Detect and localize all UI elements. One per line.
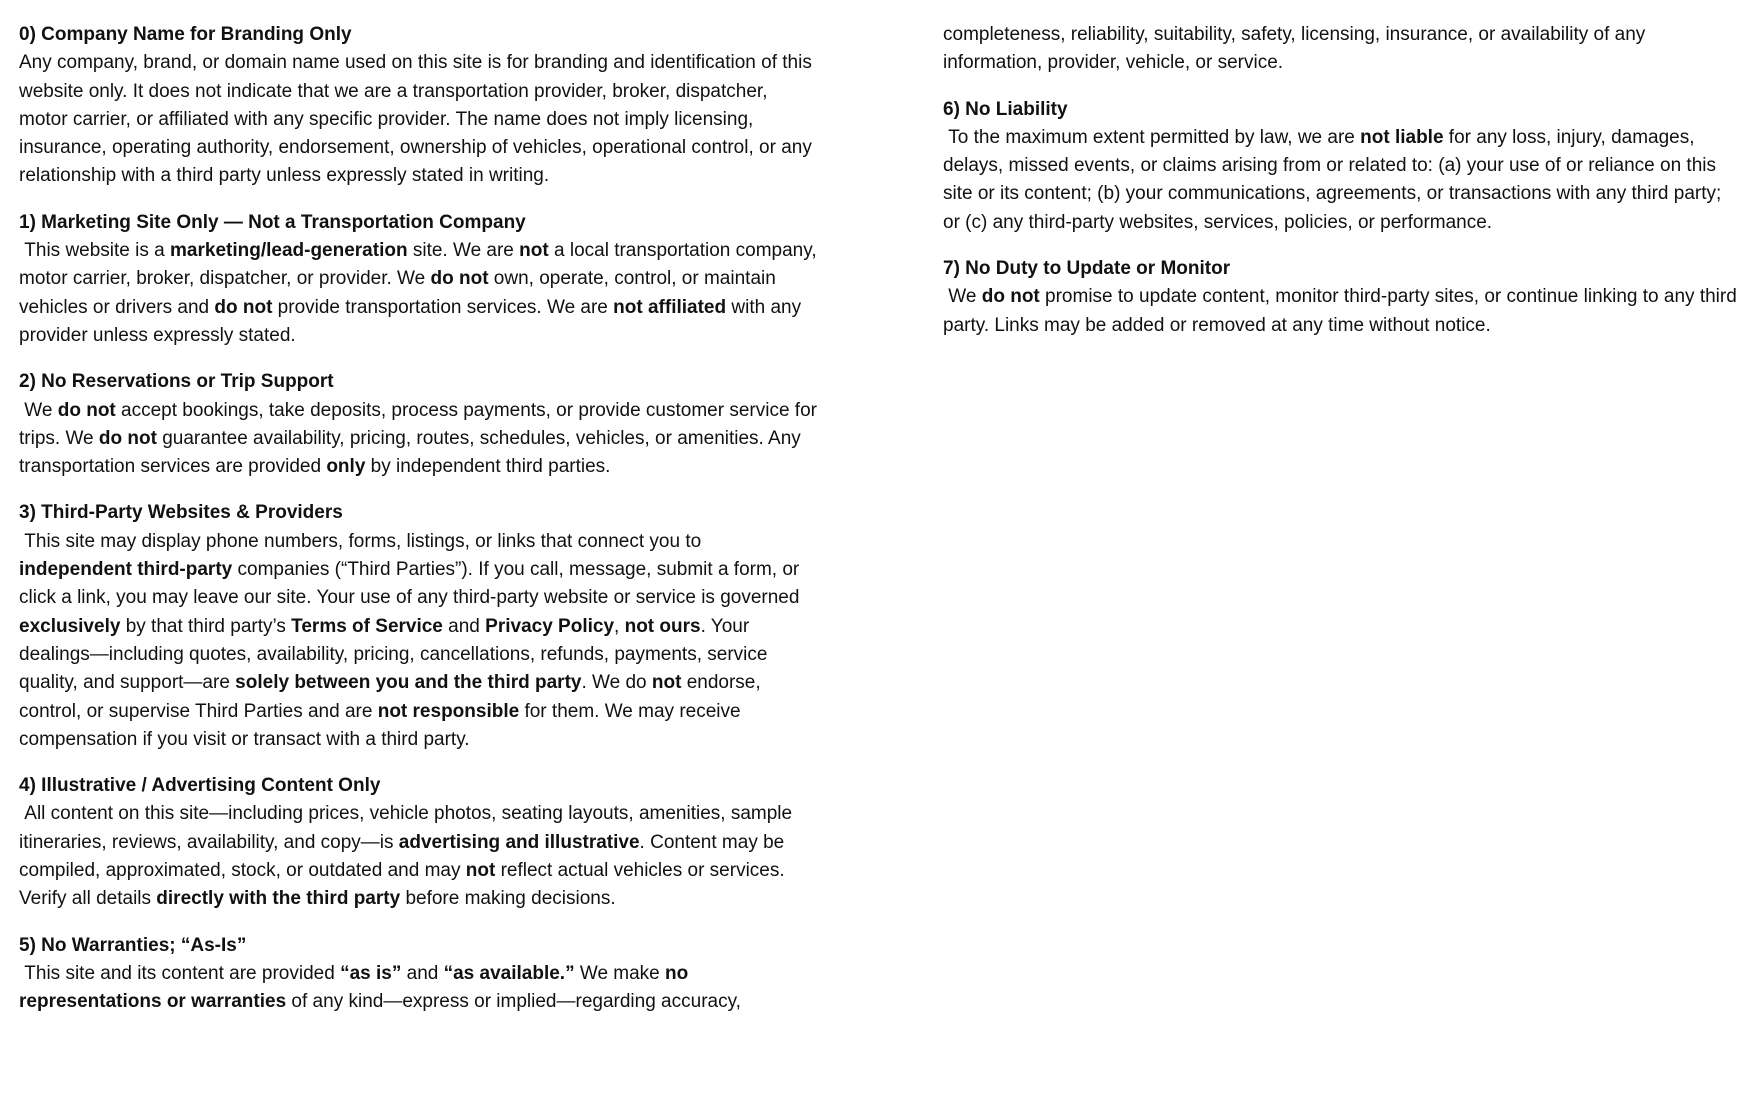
bold-text-run: do not bbox=[981, 286, 1040, 308]
section-body bbox=[19, 528, 819, 754]
bold-text-run: independent third-party bbox=[19, 559, 233, 581]
text-run: . Content may be compiled, approximated, stock, or outdated and may bbox=[19, 831, 790, 882]
text-run: accept bookings, take deposits, process payments, or provide customer service for trips. We bbox=[19, 399, 823, 449]
disclaimer-section bbox=[943, 21, 1743, 78]
text-run: by that third party’s bbox=[120, 615, 292, 637]
disclaimer-section bbox=[943, 255, 1743, 340]
left-column bbox=[19, 21, 823, 1035]
bold-text-run: not affiliated bbox=[613, 296, 727, 318]
section-heading: 0) Company Name for Branding Only bbox=[19, 24, 352, 45]
text-run: We make bbox=[574, 962, 666, 984]
right-column bbox=[943, 21, 1743, 1035]
text-run: own, operate, control, or maintain vehicles or drivers and bbox=[19, 268, 782, 318]
section-heading: 7) No Duty to Update or Monitor bbox=[943, 258, 1231, 280]
section-body bbox=[943, 283, 1743, 340]
text-run: a local transportation company, motor carrier, broker, dispatcher, or provider. We bbox=[19, 240, 822, 290]
section-body bbox=[943, 124, 1743, 237]
section-heading: 2) No Reservations or Trip Support bbox=[19, 371, 334, 393]
text-run: completeness, reliability, suitability, safety, licensing, insurance, or availability of any information, provider, vehicle, or service. bbox=[943, 24, 1651, 74]
disclaimer-section bbox=[19, 21, 819, 191]
section-body bbox=[19, 49, 819, 190]
section-heading: 3) Third-Party Websites & Providers bbox=[19, 502, 343, 524]
bold-text-run: “as is” bbox=[340, 962, 402, 984]
text-run: promise to update content, monitor third-party sites, or continue linking to any third party. Links may be added or removed at any time without notice. bbox=[943, 286, 1743, 336]
bold-text-run: “as available.” bbox=[443, 962, 575, 984]
bold-text-run: do not bbox=[430, 268, 489, 290]
section-body bbox=[19, 800, 819, 913]
bold-text-run: do not bbox=[57, 399, 116, 421]
bold-text-run: Terms of Service bbox=[291, 615, 443, 637]
text-run: before making decisions. bbox=[400, 888, 616, 910]
bold-text-run: not bbox=[519, 240, 549, 262]
text-run: endorse, control, or supervise Third Parties and are bbox=[19, 672, 766, 722]
text-run: for them. We may receive compensation if you visit or transact with a third party. bbox=[19, 700, 746, 750]
bold-text-run: do not bbox=[98, 427, 157, 449]
text-run: Any company, brand, or domain name used on this site is for branding and identification of this website only. It does not indicate that we are a transportation provider, broker, dispatcher, motor carrier, or affiliated with any specific provider. The name does not imply licensing, insurance, operating authority, endorsement, ownership of vehicles, operational control, or any relationship with a third party unless expressly stated in writing. bbox=[19, 52, 818, 187]
text-run: by independent third parties. bbox=[365, 456, 611, 478]
text-run: This website is a bbox=[19, 240, 171, 262]
text-run: guarantee availability, pricing, routes, schedules, vehicles, or amenities. Any transportation services are provided bbox=[19, 427, 807, 478]
text-run: This site may display phone numbers, forms, listings, or links that connect you to bbox=[19, 530, 707, 552]
text-run: All content on this site—including prices, vehicle photos, seating layouts, amenities, sample itineraries, reviews, availability, and copy—is bbox=[19, 803, 798, 853]
bold-text-run: not ours bbox=[624, 615, 701, 637]
section-heading: 6) No Liability bbox=[943, 98, 1068, 120]
disclaimer-section bbox=[19, 499, 819, 754]
section-body bbox=[19, 960, 819, 1017]
bold-text-run: not responsible bbox=[377, 700, 520, 722]
disclaimer-section bbox=[19, 772, 819, 913]
bold-text-run: solely between you and the third party bbox=[235, 672, 582, 694]
text-run: provide transportation services. We are bbox=[272, 296, 614, 318]
text-run: with any provider unless expressly stated. bbox=[19, 296, 807, 346]
bold-text-run: Privacy Policy bbox=[485, 615, 615, 637]
text-run: site. We are bbox=[407, 240, 520, 262]
text-run: We bbox=[943, 286, 982, 308]
bold-text-run: exclusively bbox=[19, 615, 121, 637]
bold-text-run: only bbox=[326, 456, 366, 478]
text-run: We bbox=[19, 399, 58, 421]
bold-text-run: not bbox=[651, 672, 682, 694]
bold-text-run: no representations or warranties bbox=[19, 962, 694, 1013]
text-run: , bbox=[614, 615, 625, 637]
bold-text-run: directly with the third party bbox=[156, 888, 401, 910]
bold-text-run: advertising and illustrative bbox=[398, 831, 640, 853]
text-run: reflect actual vehicles or services. Verify all details bbox=[19, 860, 790, 910]
bold-text-run: marketing/lead-generation bbox=[170, 240, 408, 262]
text-run: To the maximum extent permitted by law, we are bbox=[943, 126, 1361, 148]
disclaimer-section bbox=[19, 209, 822, 350]
section-heading: 5) No Warranties; “As-Is” bbox=[19, 934, 247, 956]
section-body bbox=[19, 237, 822, 350]
disclaimer-section bbox=[943, 96, 1743, 237]
bold-text-run: not liable bbox=[1360, 126, 1444, 148]
text-run: companies (“Third Parties”). If you call, message, submit a form, or click a link, you may leave our site. Your use of any third-party website or service is governed bbox=[19, 559, 805, 609]
text-run: for any loss, injury, damages, delays, missed events, or claims arising from or related to: (a) your use of or reliance on this site or its content; (b) your communications, agreements, or transactions with any third party; or (c) any third-party websites, services, policies, or performance. bbox=[943, 126, 1727, 233]
section-heading: 1) Marketing Site Only — Not a Transportation Company bbox=[19, 211, 526, 233]
section-body bbox=[19, 397, 823, 482]
bold-text-run: do not bbox=[214, 296, 273, 318]
text-run: . Your dealings—including quotes, availability, pricing, cancellations, refunds, payments, service quality, and support—are bbox=[19, 615, 773, 694]
disclaimer-section bbox=[19, 932, 819, 1017]
text-run: This site and its content are provided bbox=[19, 962, 341, 984]
disclaimer-section bbox=[19, 368, 823, 481]
bold-text-run: not bbox=[465, 860, 496, 882]
text-run: and bbox=[442, 615, 486, 637]
section-heading: 4) Illustrative / Advertising Content Only bbox=[19, 775, 381, 797]
text-run: of any kind—express or implied—regarding accuracy, bbox=[286, 991, 741, 1013]
text-run: and bbox=[401, 962, 444, 984]
text-run: . We do bbox=[581, 672, 652, 694]
section-body bbox=[943, 21, 1743, 78]
